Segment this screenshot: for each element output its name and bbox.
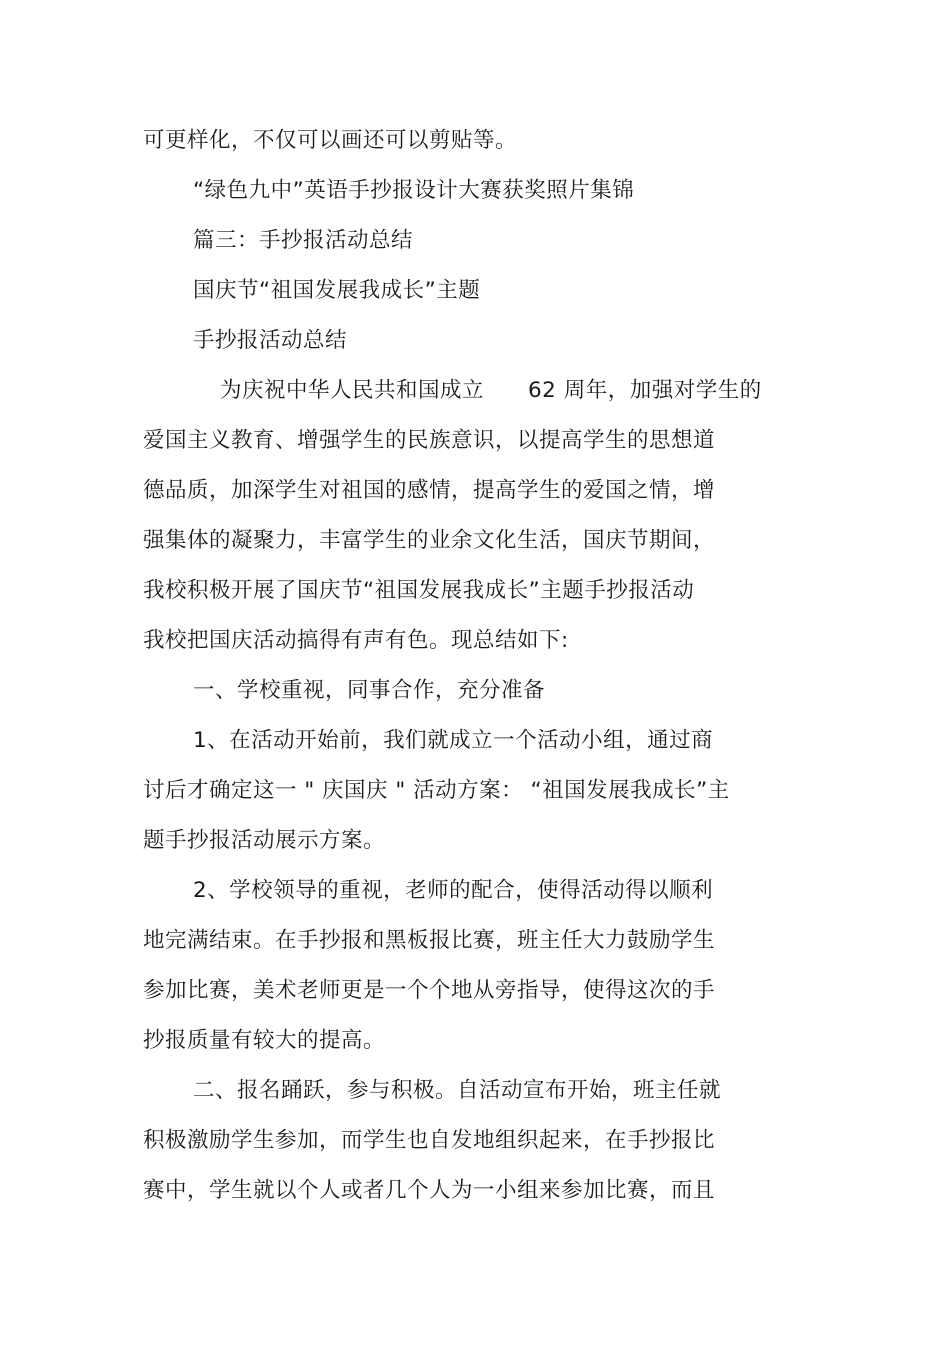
text-line: 手抄报活动总结 xyxy=(193,328,348,353)
text-line: 赛中，学生就以个人或者几个人为一小组来参加比赛，而且 xyxy=(143,1178,716,1203)
text-line: 德品质，加深学生对祖国的感情，提高学生的爱国之情，增 xyxy=(143,478,716,503)
text-line: 可更样化，不仅可以画还可以剪贴等。 xyxy=(143,128,518,153)
section-heading: 篇三：手抄报活动总结 xyxy=(193,228,414,253)
text-line: 强集体的凝聚力，丰富学生的业余文化生活，国庆节期间， xyxy=(143,528,716,553)
text-line: 2、学校领导的重视，老师的配合，使得活动得以顺利 xyxy=(193,878,714,903)
text-line: 爱国主义教育、增强学生的民族意识，以提高学生的思想道 xyxy=(143,428,716,453)
text-line: 1、在活动开始前，我们就成立一个活动小组，通过商 xyxy=(193,728,714,753)
text-line: 参加比赛，美术老师更是一个个地从旁指导，使得这次的手 xyxy=(143,978,716,1003)
text-line: 题手抄报活动展示方案。 xyxy=(143,828,386,853)
text-line: “绿色九中”英语手抄报设计大赛获奖照片集锦 xyxy=(193,178,635,203)
section-heading: 二、报名踊跃，参与积极。自活动宣布开始，班主任就 xyxy=(193,1078,722,1103)
text-line: 讨后才确定这一 " 庆国庆 " 活动方案： “祖国发展我成长”主 xyxy=(143,778,730,803)
text-line: 地完满结束。在手抄报和黑板报比赛，班主任大力鼓励学生 xyxy=(143,928,716,953)
section-heading: 一、学校重视，同事合作，充分准备 xyxy=(193,678,546,703)
text-line: 我校把国庆活动搞得有声有色。现总结如下: xyxy=(143,628,569,653)
text-line: 为庆祝中华人民共和国成立 62 周年，加强对学生的 xyxy=(220,378,762,403)
text-line: 国庆节“祖国发展我成长”主题 xyxy=(193,278,481,303)
text-line: 抄报质量有较大的提高。 xyxy=(143,1028,386,1053)
text-line: 积极激励学生参加，而学生也自发地组织起来，在手抄报比 xyxy=(143,1128,716,1153)
text-line: 我校积极开展了国庆节“祖国发展我成长”主题手抄报活动 xyxy=(143,578,695,603)
